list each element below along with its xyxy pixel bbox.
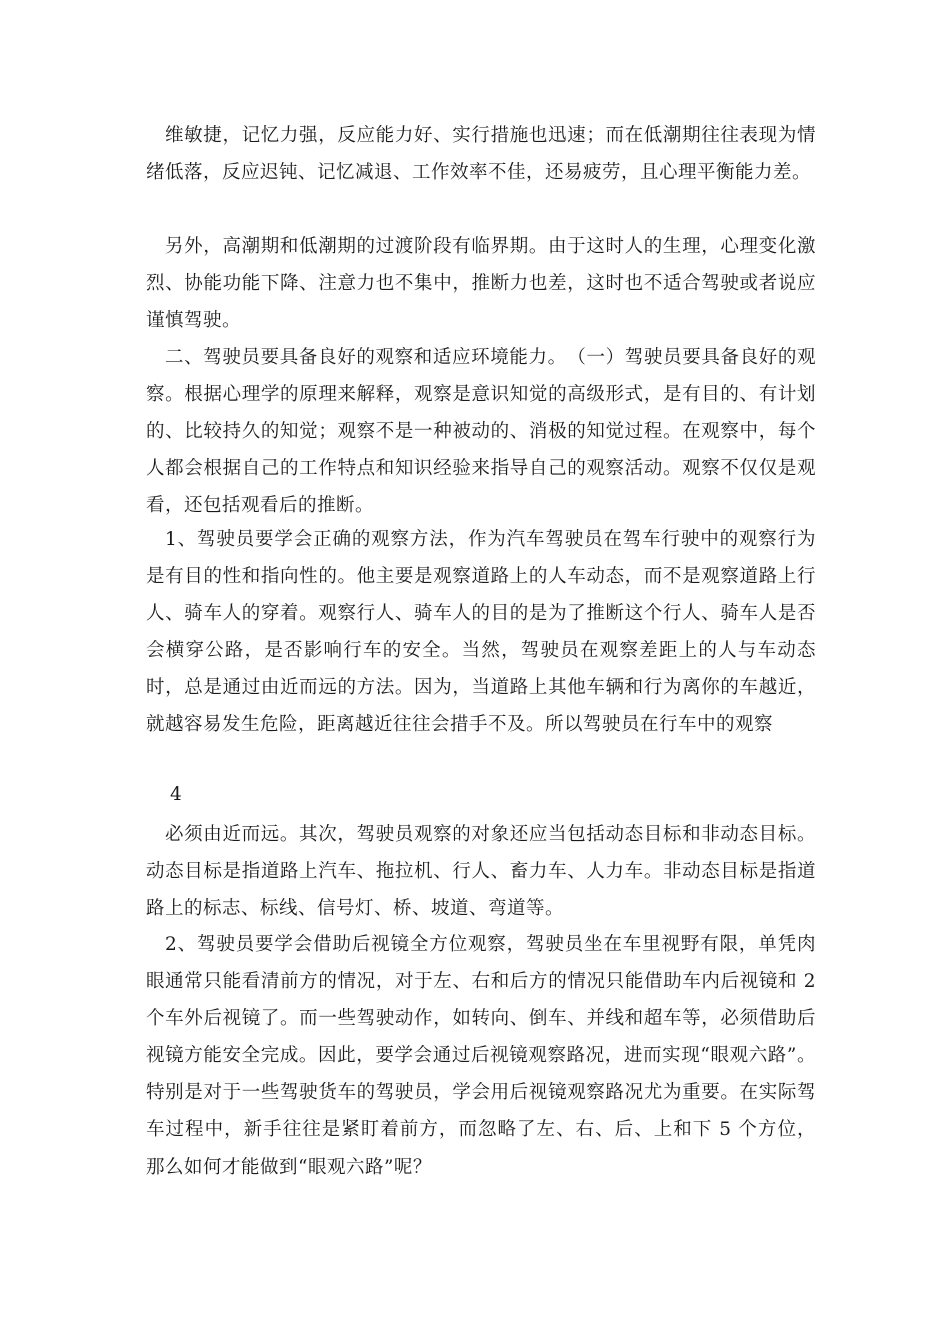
paragraph-6: 2、驾驶员要学会借助后视镜全方位观察，驾驶员坐在车里视野有限，单凭肉眼通常只能看清前方的情况，对于左、右和后方的情况只能借助车内后视镜和 2 个车外后视镜了。而一些驾驶动作，如转向、倒车、并线和超车等，必须借助后视镜方能安全完成。因此，要学会通过后视镜观察路况，进而实现“眼观六路”。特别是对于一些驾驶货车的驾驶员，学会用后视镜观察路况尤为重要。在实际驾车过程中，新手往往是紧盯着前方，而忽略了左、右、后、上和下 5 个方位，那么如何才能做到“眼观六路”呢？ [146, 934, 816, 1178]
paragraph-2: 另外，高潮期和低潮期的过渡阶段有临界期。由于这时人的生理，心理变化激烈、协能功能下降、注意力也不集中，推断力也差，这时也不适合驾驶或者说应谨慎驾驶。 [146, 236, 816, 332]
page-number: 4 [170, 784, 182, 805]
paragraph-5: 必须由近而远。其次，驾驶员观察的对象还应当包括动态目标和非动态目标。动态目标是指道路上汽车、拖拉机、行人、畜力车、人力车。非动态目标是指道路上的标志、标线、信号灯、桥、坡道、弯道等。 [146, 824, 816, 920]
paragraph-1: 维敏捷，记忆力强，反应能力好、实行措施也迅速；而在低潮期往往表现为情绪低落，反应迟钝、记忆减退、工作效率不佳，还易疲劳，且心理平衡能力差。 [146, 125, 816, 184]
paragraph-3: 二、驾驶员要具备良好的观察和适应环境能力。 （一）驾驶员要具备良好的观察。根据心理学的原理来解释，观察是意识知觉的高级形式，是有目的、有计划的、比较持久的知觉；观察不是一种被动的、消极的知觉过程。在观察中，每个人都会根据自己的工作特点和知识经验来指导自己的观察活动。观察不仅仅是观看，还包括观看后的推断。 [146, 347, 816, 517]
paragraph-4: 1、驾驶员要学会正确的观察方法，作为汽车驾驶员在驾车行驶中的观察行为是有目的性和指向性的。他主要是观察道路上的人车动态，而不是观察道路上行人、骑车人的穿着。观察行人、骑车人的目的是为了推断这个行人、骑车人是否会横穿公路，是否影响行车的安全。当然，驾驶员在观察差距上的人与车动态时，总是通过由近而远的方法。因为，当道路上其他车辆和行为离你的车越近，就越容易发生危险，距离越近往往会措手不及。所以驾驶员在行车中的观察 [146, 529, 816, 736]
